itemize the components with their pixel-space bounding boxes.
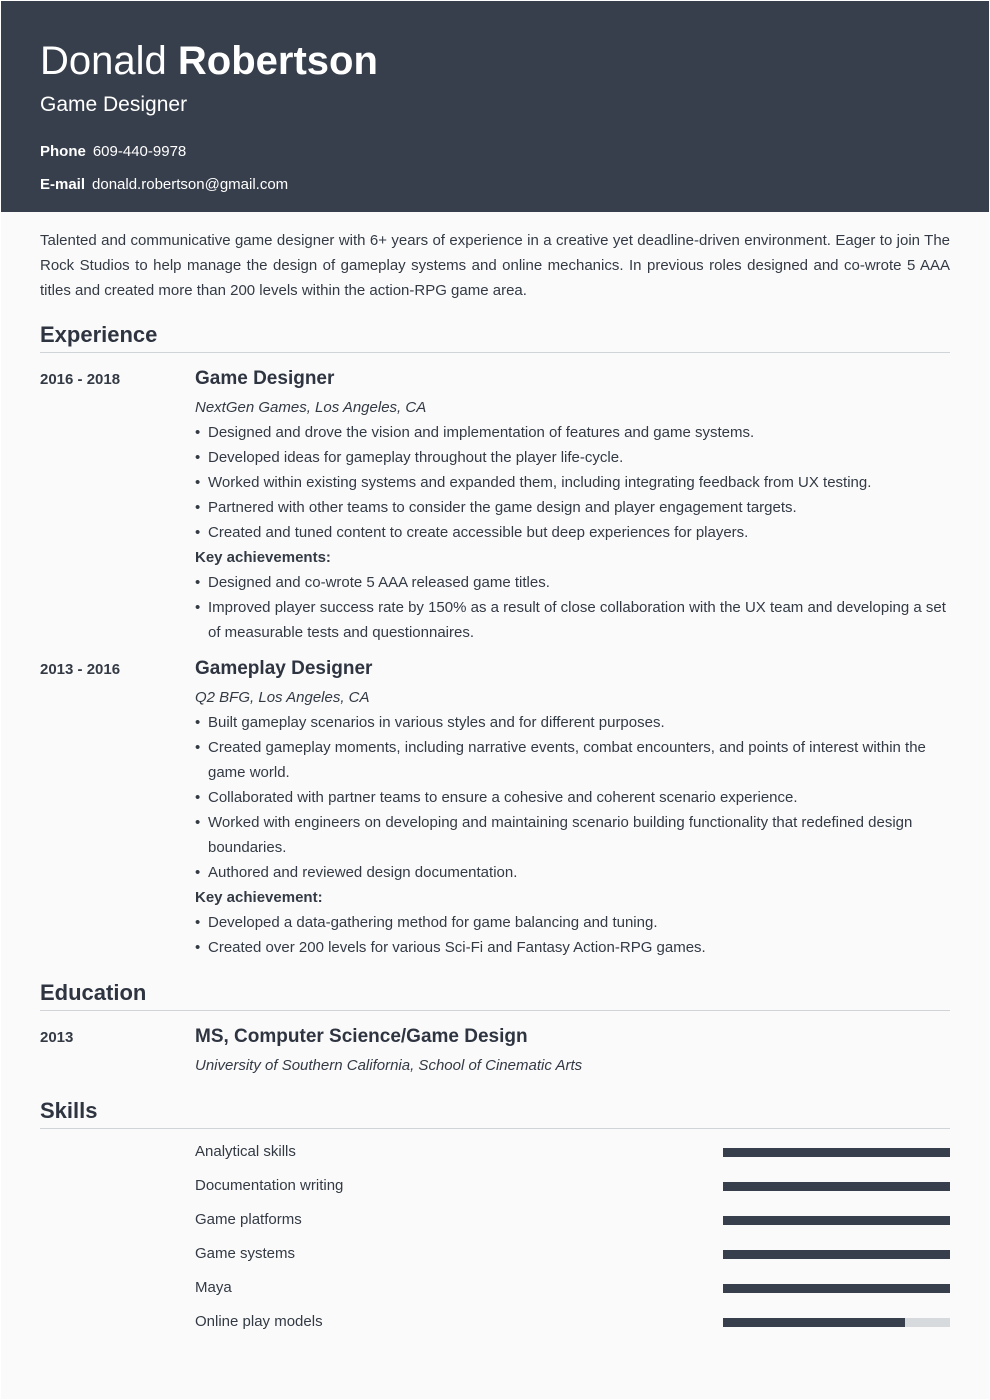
skill-level-bar	[723, 1318, 950, 1327]
skill-name: Game systems	[195, 1245, 296, 1262]
achievements-label: Key achievements:	[195, 549, 331, 566]
education-school: University of Southern California, School of Cinematic Arts	[195, 1057, 583, 1074]
skill-level-fill	[723, 1318, 905, 1327]
skill-name: Documentation writing	[195, 1177, 344, 1194]
job-company: Q2 BFG, Los Angeles, CA	[195, 689, 370, 706]
job-body	[195, 366, 950, 645]
list-item: • Designed and drove the vision and implementation of features and game systems.	[195, 420, 950, 445]
skill-row	[195, 1142, 950, 1176]
skill-level-bar	[723, 1284, 950, 1293]
skill-level-bar	[723, 1182, 950, 1191]
skill-row	[195, 1176, 950, 1210]
list-item: • Authored and reviewed design documentation.	[195, 860, 950, 885]
job-duties	[195, 710, 950, 885]
skill-level-bar	[723, 1250, 950, 1259]
job-title: Game Designer	[40, 93, 188, 116]
skill-name: Maya	[195, 1279, 232, 1296]
job-achievements	[195, 910, 950, 960]
skill-row	[195, 1244, 950, 1278]
job-dates: 2016 - 2018	[40, 371, 121, 388]
phone-value: 609-440-9978	[92, 143, 187, 160]
education-heading: Education	[40, 979, 950, 1011]
list-item: • Created over 200 levels for various Sci-Fi and Fantasy Action-RPG games.	[195, 935, 950, 960]
skill-level-fill	[723, 1250, 950, 1259]
resume-header	[1, 1, 989, 212]
skill-row	[195, 1278, 950, 1312]
skills-heading: Skills	[40, 1097, 950, 1129]
email-row	[40, 175, 288, 195]
skill-level-bar	[723, 1216, 950, 1225]
skill-level-fill	[723, 1284, 950, 1293]
list-item: • Developed ideas for gameplay throughout the player life-cycle.	[195, 445, 950, 470]
education-degree: MS, Computer Science/Game Design	[195, 1026, 528, 1047]
list-item: • Collaborated with partner teams to ensure a cohesive and coherent scenario experience.	[195, 785, 950, 810]
list-item: • Built gameplay scenarios in various styles and for different purposes.	[195, 710, 950, 735]
job-duties	[195, 420, 950, 545]
resume-page	[1, 1, 989, 1399]
job-role: Gameplay Designer	[195, 658, 373, 679]
skill-row	[195, 1312, 950, 1346]
full-name	[40, 38, 378, 84]
first-name: Donald	[40, 39, 167, 83]
job-achievements	[195, 570, 950, 645]
achievements-label: Key achievement:	[195, 889, 323, 906]
job-role: Game Designer	[195, 368, 335, 389]
email-value[interactable]: donald.robertson@gmail.com	[92, 176, 289, 193]
job-body	[195, 656, 950, 960]
skill-level-fill	[723, 1148, 950, 1157]
phone-row	[40, 142, 186, 162]
list-item: • Designed and co-wrote 5 AAA released game titles.	[195, 570, 950, 595]
skill-name: Game platforms	[195, 1211, 302, 1228]
skill-level-bar	[723, 1148, 950, 1157]
skill-name: Online play models	[195, 1313, 323, 1330]
list-item: • Worked within existing systems and expanded them, including integrating feedback from UX testing.	[195, 470, 950, 495]
list-item: • Created gameplay moments, including narrative events, combat encounters, and points of interest within the game world.	[195, 735, 950, 785]
last-name: Robertson	[177, 39, 378, 83]
list-item: • Worked with engineers on developing and maintaining scenario building functionality that redefined design boundaries.	[195, 810, 950, 860]
skill-level-fill	[723, 1216, 950, 1225]
email-label: E-mail	[40, 176, 86, 193]
skill-row	[195, 1210, 950, 1244]
education-year: 2013	[40, 1029, 74, 1046]
list-item: • Created and tuned content to create accessible but deep experiences for players.	[195, 520, 950, 545]
summary: Talented and communicative game designer with 6+ years of experience in a creative yet deadline-driven environment. Eager to join The Rock Studios to help manage the design of gameplay systems and online mechanics. In previous roles designed and co-wrote 5 AAA titles and created more than 200 levels within the action-RPG game area.	[40, 232, 950, 299]
list-item: • Improved player success rate by 150% as a result of close collaboration with the UX team and developing a set of measurable tests and questionnaires.	[195, 595, 950, 645]
job-company: NextGen Games, Los Angeles, CA	[195, 399, 427, 416]
list-item: • Developed a data-gathering method for game balancing and tuning.	[195, 910, 950, 935]
job-dates: 2013 - 2016	[40, 661, 121, 678]
experience-heading: Experience	[40, 321, 950, 353]
skill-level-fill	[723, 1182, 950, 1191]
skill-name: Analytical skills	[195, 1143, 296, 1160]
education-body	[195, 1024, 950, 1078]
list-item: • Partnered with other teams to consider the game design and player engagement targets.	[195, 495, 950, 520]
phone-label: Phone	[40, 143, 86, 160]
